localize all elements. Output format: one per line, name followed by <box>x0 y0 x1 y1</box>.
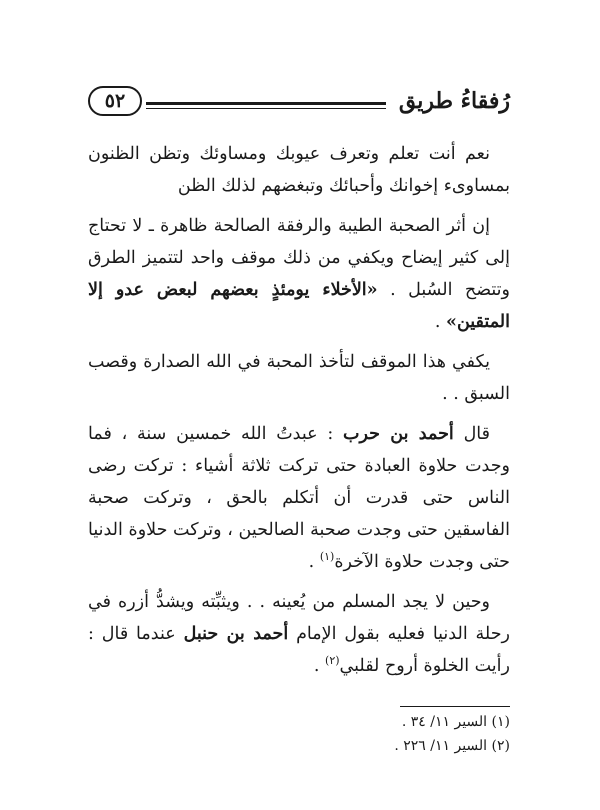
footnote-ref: (١) <box>319 550 335 564</box>
text-run: قال <box>453 424 490 444</box>
text-run: . <box>313 656 326 676</box>
footnote-separator <box>400 706 510 707</box>
paragraph <box>88 418 510 578</box>
text-run: . <box>308 552 320 572</box>
text-run: نعم أنت تعلم وتعرف عيوبك ومساوئك وتظن الظنون بمساوىء إخوانك وأحبائك وتبغضهم لذلك الظن <box>88 144 510 196</box>
running-title: رُفقاءُ طريق <box>398 88 510 114</box>
paragraph <box>88 586 510 682</box>
body-text <box>88 138 510 690</box>
text-run: وحين لا يجد المسلم من يُعينه . . ويثبِّته ويشدُّ أزره في رحلة الدنيا فعليه بقول الإمام <box>88 592 510 644</box>
footnote-ref: (٢) <box>325 654 340 668</box>
page-number: ٥٢ <box>88 86 142 116</box>
footnotes <box>210 710 510 758</box>
footnote-1: (١) السير ١١/ ٣٤ . <box>401 714 510 730</box>
page-header <box>88 86 510 120</box>
paragraph <box>88 138 510 202</box>
bold-text: أحمد بن حنبل <box>183 624 289 644</box>
paragraph <box>88 210 510 338</box>
text-run: : عبدتُ الله خمسين سنة ، فما وجدت حلاوة العبادة حتى تركت ثلاثة أشياء : تركت رضى الناس حتى قدرت أن أتكلم بالحق ، وتركت صحبة الفاسقين حتى وجدت صحبة الصالحين ، وتركت حلاوة الدنيا حتى وجدت حلاوة الآخرة <box>88 424 510 572</box>
text-run: عندما قال : رأيت الخلوة أروح لقلبي <box>88 624 510 676</box>
header-rule <box>146 102 386 105</box>
footnote-2: (٢) السير ١١/ ٢٢٦ . <box>394 738 510 754</box>
text-run: إن أثر الصحبة الطيبة والرفقة الصالحة ظاهرة ـ لا تحتاج إلى كثير إيضاح ويكفي من ذلك موقف واحد لتتميز الطرق وتتضح السُبل . <box>88 216 510 300</box>
bold-text: «الأخلاء يومئذٍ بعضهم لبعض عدو إلا المتقين» <box>88 280 510 332</box>
bold-text: أحمد بن حرب <box>343 424 454 444</box>
paragraph <box>88 346 510 410</box>
header-rule-thin <box>146 108 386 109</box>
text-run: . <box>434 312 447 332</box>
text-run: يكفي هذا الموقف لتأخذ المحبة في الله الصدارة وقصب السبق . . <box>88 352 510 404</box>
